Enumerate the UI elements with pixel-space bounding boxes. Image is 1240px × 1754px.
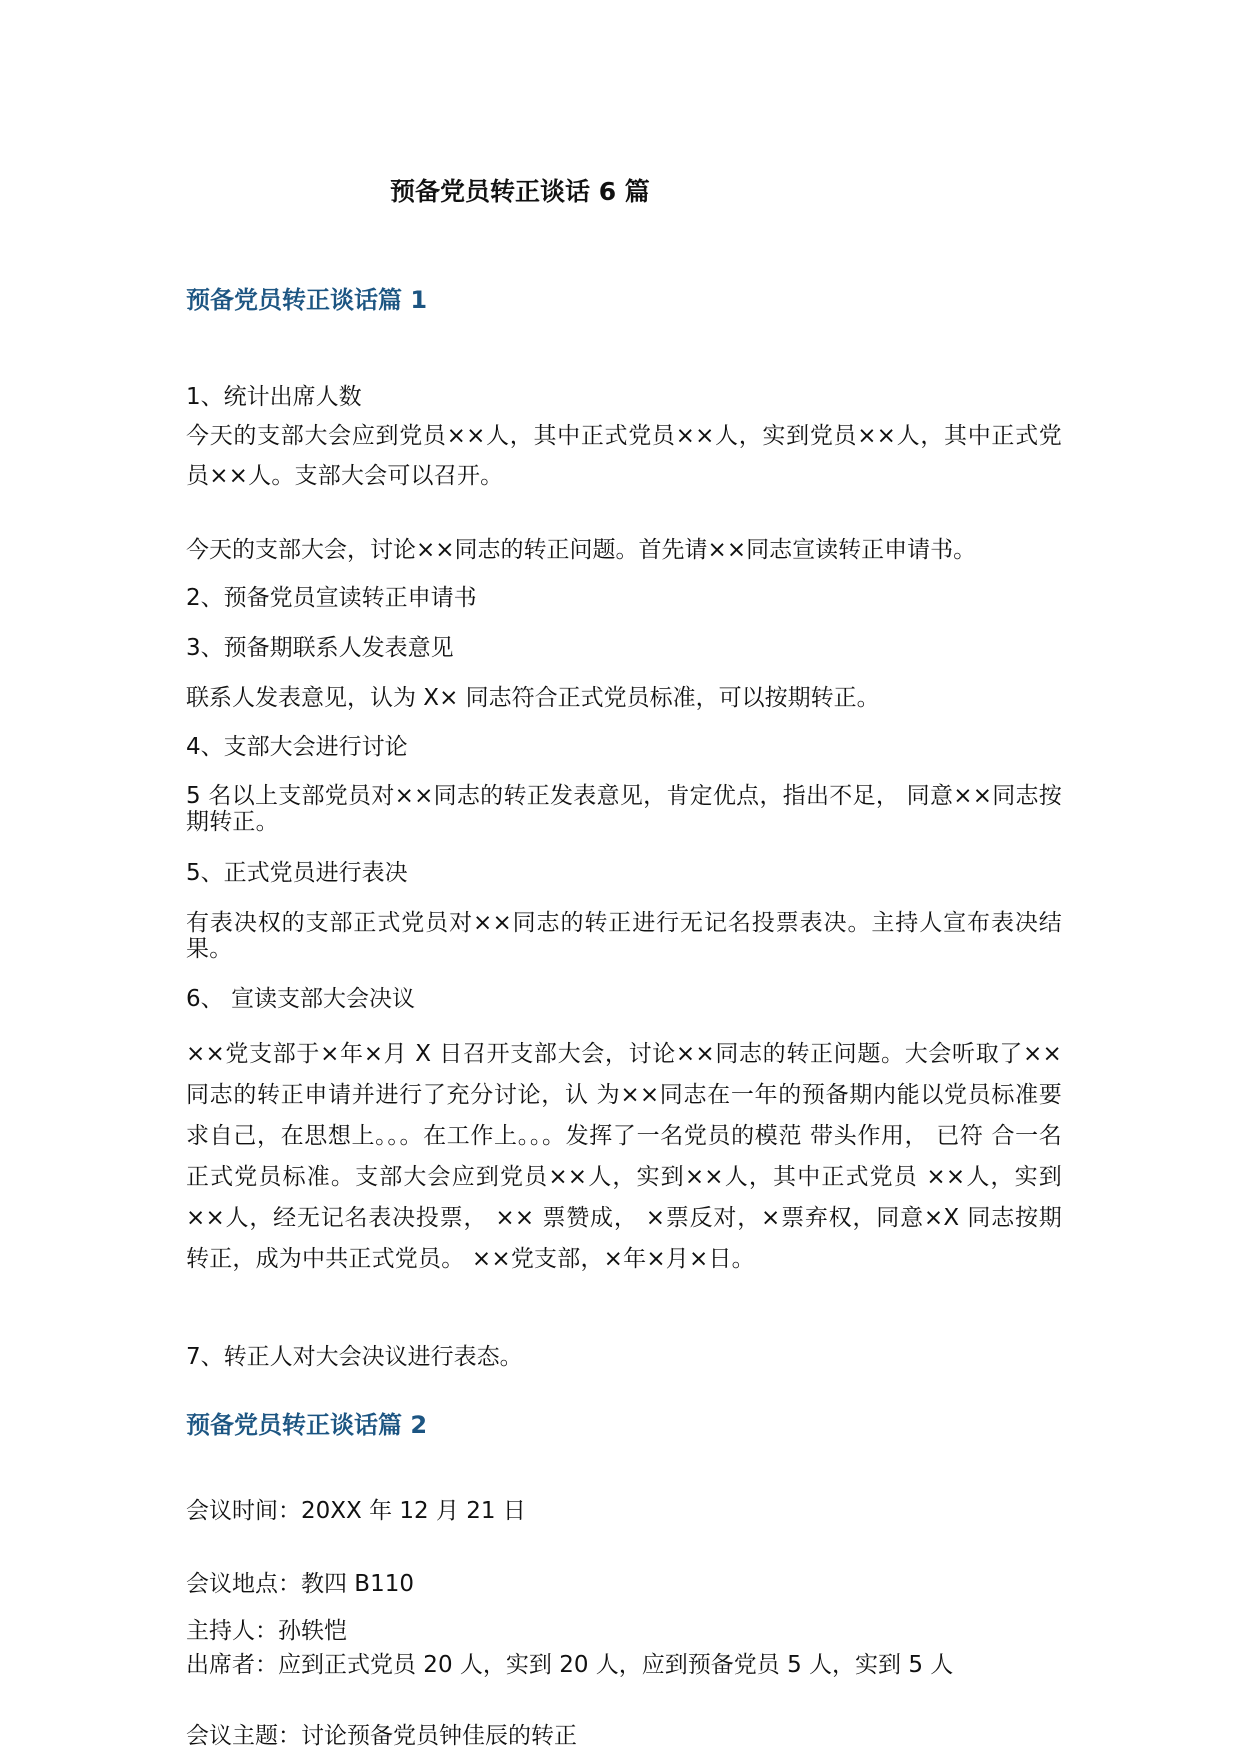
item-6-title: 6、 宣读支部大会决议 <box>186 986 415 1012</box>
meeting-topic: 会议主题：讨论预备党员钟佳辰的转正 <box>186 1723 577 1749</box>
item-3-title: 3、预备期联系人发表意见 <box>186 635 454 661</box>
document-title: 预备党员转正谈话 6 篇 <box>390 177 650 206</box>
section-heading-2: 预备党员转正谈话篇 2 <box>186 1411 428 1439</box>
item-7-title: 7、转正人对大会决议进行表态。 <box>186 1344 523 1370</box>
item-6-text: ××党支部于×年×月 X 日召开支部大会，讨论××同志的转正问题。大会听取了××同志的转正申请并进行了充分讨论，认 为××同志在一年的预备期内能以党员标准要求自己，在思想上。。。在工作上。。。发挥了一名党员的模范 带头作用， 已符 合一名正式党员标准。支部大会应到党员××人，实到××人，其中正式党员 ××人，实到 ××人，经无记名表决投票， ×× 票赞成， ×票反对，×票弃权，同意×X 同志按期转正，成为中共正式党员。 ××党支部，×年×月×日。 <box>186 1041 1062 1272</box>
item-5-text: 有表决权的支部正式党员对××同志的转正进行无记名投票表决。主持人宣布表决结果。 <box>186 910 1062 962</box>
section-heading-1: 预备党员转正谈话篇 1 <box>186 286 428 314</box>
item-1-title: 1、统计出席人数 <box>186 384 362 410</box>
intro-text: 今天的支部大会，讨论××同志的转正问题。首先请××同志宣读转正申请书。 <box>186 537 977 563</box>
item-1-text: 今天的支部大会应到党员××人，其中正式党员××人，实到党员××人，其中正式党员××人。支部大会可以召开。 <box>186 423 1062 489</box>
meeting-place: 会议地点：教四 B110 <box>186 1571 414 1597</box>
meeting-attendees: 出席者：应到正式党员 20 人，实到 20 人，应到预备党员 5 人，实到 5 人 <box>186 1652 954 1678</box>
meeting-host: 主持人：孙轶恺 <box>186 1618 347 1644</box>
item-2-title: 2、预备党员宣读转正申请书 <box>186 585 477 611</box>
item-3-text: 联系人发表意见，认为 X× 同志符合正式党员标准，可以按期转正。 <box>186 685 880 711</box>
item-4-title: 4、支部大会进行讨论 <box>186 734 408 760</box>
item-4-text: 5 名以上支部党员对××同志的转正发表意见，肯定优点，指出不足， 同意××同志按期转正。 <box>186 783 1062 835</box>
item-5-title: 5、正式党员进行表决 <box>186 860 408 886</box>
meeting-time: 会议时间：20XX 年 12 月 21 日 <box>186 1498 526 1524</box>
